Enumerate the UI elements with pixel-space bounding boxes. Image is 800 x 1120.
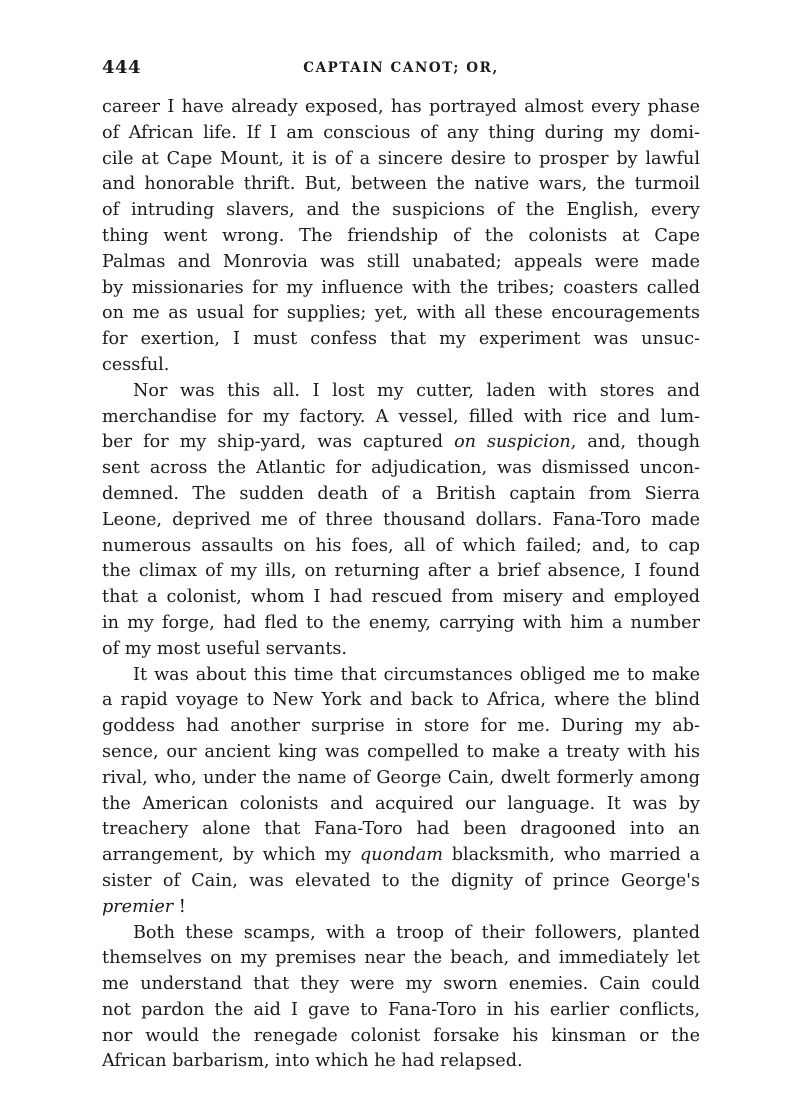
text-line: me understand that they were my sworn enemies. Cain could [102, 974, 700, 995]
text-line: that a colonist, whom I had rescued from misery and employed [102, 587, 700, 608]
text-line: career I have already exposed, has portrayed almost every phase [102, 97, 700, 117]
text-line: sister of Cain, was elevated to the dignity of prince George's [102, 870, 700, 891]
text-line: the climax of my ills, on returning after a brief absence, I found [102, 561, 700, 582]
text-line [102, 895, 700, 921]
text-line: African barbarism, into which he had relapsed. [102, 1051, 523, 1072]
text-line: on me as usual for supplies; yet, with all these encouragements [102, 303, 700, 324]
text-line: Both these scamps, with a troop of their followers, planted [133, 922, 700, 943]
text-line: merchandise for my factory. A vessel, filled with rice and lum- [102, 406, 700, 427]
text-line: sence, our ancient king was compelled to make a treaty with his [102, 741, 700, 762]
text-line: cile at Cape Mount, it is of a sincere desire to prosper by lawful [102, 148, 700, 169]
text-line: sent across the Atlantic for adjudication, was dismissed uncon- [102, 458, 700, 479]
italic-phrase: on suspicion [454, 432, 571, 453]
text-line: of my most useful servants. [102, 638, 348, 659]
text-line: It was about this time that circumstances obliged me to make [133, 664, 700, 685]
text-line: nor would the renegade colonist forsake his kinsman or the [102, 1025, 700, 1046]
text-line: Leone, deprived me of three thousand dollars. Fana-Toro made [102, 509, 700, 530]
italic-phrase: quondam [359, 845, 443, 866]
text-line [102, 430, 700, 456]
text-segment: arrangement, by which my [102, 845, 352, 866]
italic-phrase: premier [102, 896, 174, 917]
text-line: Palmas and Monrovia was still unabated; appeals were made [102, 251, 700, 272]
text-line: of African life. If I am conscious of any thing during my domi- [102, 122, 700, 143]
page-number: 444 [102, 57, 142, 78]
text-segment: ber for my ship-yard, was captured [102, 432, 444, 453]
text-line: demned. The sudden death of a British captain from Sierra [102, 483, 700, 504]
text-line: in my forge, had fled to the enemy, carrying with him a number [102, 612, 700, 633]
text-line: treachery alone that Fana-Toro had been dragooned into an [102, 819, 700, 840]
text-line: Nor was this all. I lost my cutter, laden with stores and [133, 380, 700, 401]
text-line: by missionaries for my influence with the tribes; coasters called [102, 277, 700, 298]
text-line: cessful. [102, 354, 170, 375]
text-line [102, 843, 700, 869]
text-line: rival, who, under the name of George Cain, dwelt formerly among [102, 767, 700, 788]
body-text [102, 95, 700, 1075]
text-segment: ! [173, 896, 186, 917]
running-title: CAPTAIN CANOT; OR, [303, 60, 499, 76]
text-line: not pardon the aid I gave to Fana-Toro in his earlier conflicts, [102, 999, 700, 1020]
text-line: numerous assaults on his foes, all of which failed; and, to cap [102, 535, 700, 556]
text-line: and honorable thrift. But, between the native wars, the turmoil [102, 174, 700, 195]
text-segment: , and, though [570, 432, 700, 453]
text-line: themselves on my premises near the beach, and immediately let [102, 948, 700, 969]
text-line: for exertion, I must confess that my experiment was unsuc- [102, 329, 700, 350]
text-line: thing went wrong. The friendship of the colonists at Cape [102, 225, 700, 246]
text-line: of intruding slavers, and the suspicions of the English, every [102, 200, 700, 221]
text-segment: blacksmith, who married a [451, 845, 700, 866]
running-head [102, 57, 700, 83]
text-line: a rapid voyage to New York and back to Africa, where the blind [102, 690, 700, 711]
text-line: goddess had another surprise in store for me. During my ab- [102, 716, 700, 737]
text-line: the American colonists and acquired our language. It was by [102, 793, 700, 814]
